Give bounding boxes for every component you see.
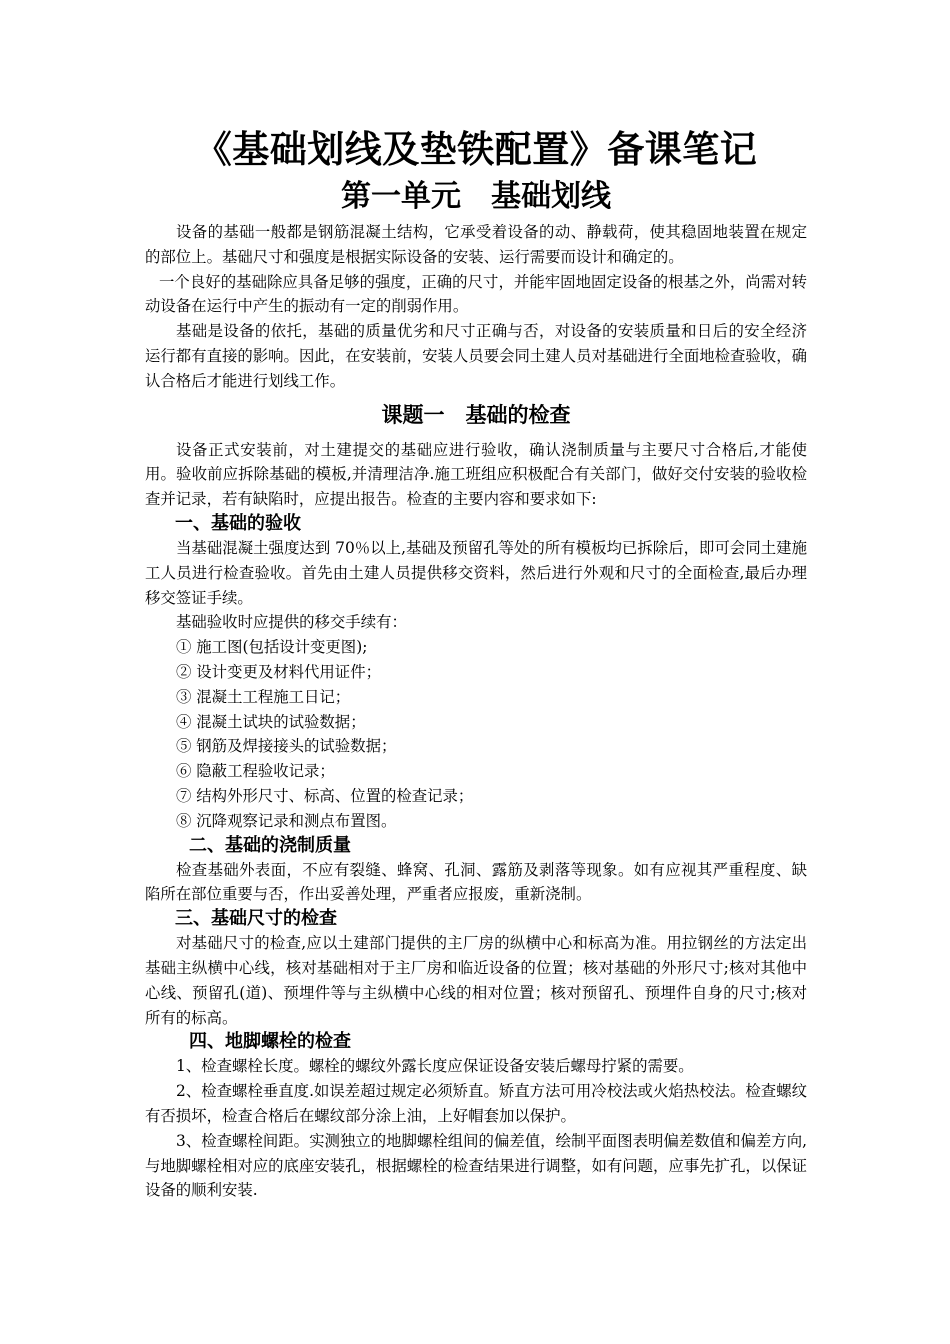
section-anchor-bolt-check: [145, 1030, 807, 1203]
section-paragraph: 对基础尺寸的检查,应以土建部门提供的主厂房的纵横中心和标高为准。用拉钢丝的方法定出基础主纵横中心线，核对基础相对于主厂房和临近设备的位置；核对基础的外形尺寸;核对其他中心线、预留孔(道)、预埋件等与主纵横中心线的相对位置；核对预留孔、预埋件自身的尺寸;核对所有的标高。: [145, 934, 807, 1027]
lesson-intro: 设备正式安装前，对土建提交的基础应进行验收，确认浇制质量与主要尺寸合格后,才能使用。验收前应拆除基础的模板,并清理洁净.施工班组应积极配合有关部门，做好交付安装的验收检查并记录，若有缺陷时，应提出报告。检查的主要内容和要求如下:: [145, 440, 807, 509]
unit-title: 第一单元 基础划线: [341, 179, 611, 214]
list-item: ⑧ 沉降观察记录和测点布置图。: [176, 811, 397, 830]
section-heading: 二、基础的浇制质量: [189, 834, 351, 856]
section-paragraph: 1、检查螺栓长度。螺栓的螺纹外露长度应保证设备安装后螺母拧紧的需要。: [176, 1057, 694, 1076]
document-title: 《基础划线及垫铁配置》备课笔记: [194, 128, 758, 171]
lesson-title: 课题一 基础的检查: [381, 402, 571, 427]
section-acceptance: [145, 512, 807, 834]
list-item: ③ 混凝土工程施工日记；: [176, 687, 351, 706]
section-casting-quality: [145, 834, 807, 908]
list-item: ④ 混凝土试块的试验数据；: [176, 712, 366, 731]
section-paragraph: 3、检查螺栓间距。实测独立的地脚螺栓组间的偏差值，绘制平面图表明偏差数值和偏差方向,与地脚螺栓相对应的底座安装孔，根据螺栓的检查结果进行调整，如有问题，应事先扩孔，以保证设备的顺利安装.: [145, 1131, 807, 1200]
section-heading: 三、基础尺寸的检查: [175, 908, 337, 930]
intro-paragraph-3: 基础是设备的依托，基础的质量优劣和尺寸正确与否，对设备的安装质量和日后的安全经济运行都有直接的影响。因此，在安装前，安装人员要会同土建人员对基础进行全面地检查验收，确认合格后才能进行划线工作。: [145, 322, 807, 390]
intro-paragraph-2: 一个良好的基础除应具备足够的强度，正确的尺寸，并能牢固地固定设备的根基之外，尚需对转动设备在运行中产生的振动有一定的削弱作用。: [145, 272, 807, 316]
section-dimension-check: [145, 907, 807, 1030]
list-item: ⑦ 结构外形尺寸、标高、位置的检查记录；: [176, 786, 474, 805]
handover-list: [145, 635, 807, 833]
section-paragraph: 2、检查螺栓垂直度.如误差超过规定必须矫直。矫直方法可用冷校法或火焰热校法。检查螺纹有否损坏，检查合格后在螺纹部分涂上油，上好帽套加以保护。: [145, 1082, 807, 1125]
section-paragraph: 当基础混凝土强度达到 70％以上,基础及预留孔等处的所有模板均已拆除后，即可会同土建施工人员进行检查验收。首先由土建人员提供移交资料，然后进行外观和尺寸的全面检查,最后办理移交签证手续。: [145, 538, 807, 607]
intro-paragraph-1: 设备的基础一般都是钢筋混凝土结构，它承受着设备的动、静载荷，使其稳固地装置在规定的部位上。基础尺寸和强度是根据实际设备的安装、运行需要而设计和确定的。: [145, 223, 807, 266]
section-paragraph: 检查基础外表面，不应有裂缝、蜂窝、孔洞、露筋及剥落等现象。如有应视其严重程度、缺陷所在部位重要与否，作出妥善处理，严重者应报废，重新浇制。: [145, 860, 807, 904]
section-heading: 一、基础的验收: [175, 512, 301, 534]
list-item: ⑤ 钢筋及焊接接头的试验数据；: [176, 737, 397, 756]
list-item: ⑥ 隐蔽工程验收记录；: [176, 762, 335, 781]
document-page: [145, 124, 807, 1203]
section-paragraph: 基础验收时应提供的移交手续有：: [176, 613, 407, 632]
list-item: ① 施工图(包括设计变更图);: [176, 638, 368, 657]
section-heading: 四、地脚螺栓的检查: [189, 1031, 351, 1053]
list-item: ② 设计变更及材料代用证件；: [176, 662, 381, 681]
